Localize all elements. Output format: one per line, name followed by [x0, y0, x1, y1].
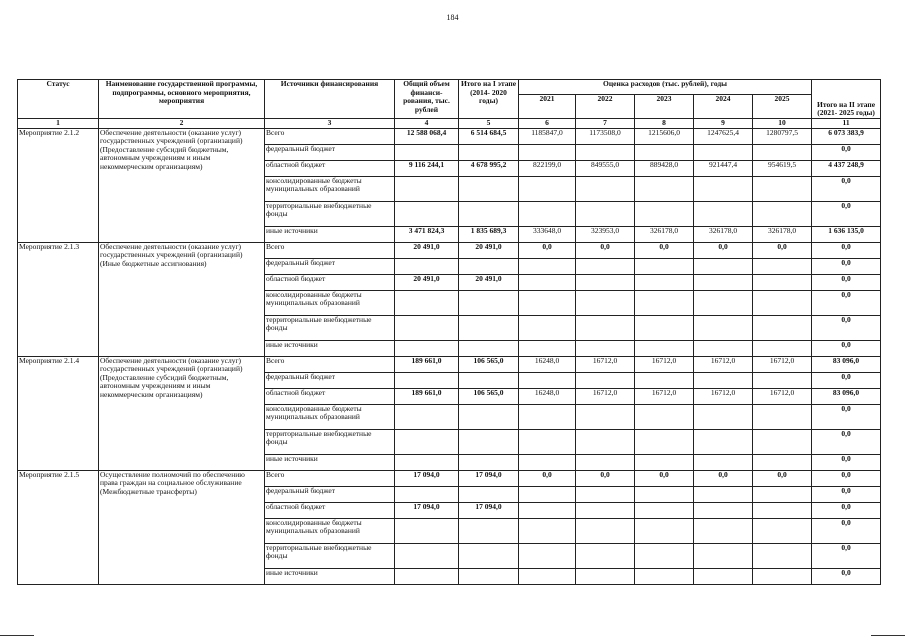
- value-cell-y2025: 16712,0: [753, 388, 812, 404]
- stage2-total-cell: 1 636 135,0: [812, 226, 881, 242]
- value-cell-y2022: [576, 568, 635, 584]
- table-header: [18, 80, 881, 129]
- value-cell-y2023: 0,0: [635, 470, 694, 486]
- value-cell-y2024: [694, 429, 753, 454]
- column-number: 1: [18, 119, 99, 129]
- column-number: 6: [519, 119, 576, 129]
- value-cell-y2023: [635, 518, 694, 543]
- value-cell-total: [395, 518, 459, 543]
- value-cell-y2025: 326178,0: [753, 226, 812, 242]
- value-cell-y2024: [694, 372, 753, 388]
- stage2-total-cell: 0,0: [812, 315, 881, 340]
- value-cell-y2023: [635, 290, 694, 315]
- value-cell-y2021: [519, 201, 576, 226]
- value-cell-y2021: [519, 454, 576, 470]
- value-cell-y2022: [576, 144, 635, 160]
- scan-corner-mark: [0, 635, 34, 636]
- value-cell-y2023: 889428,0: [635, 160, 694, 176]
- stage2-total-cell: 0,0: [812, 543, 881, 568]
- value-cell-stage1: [459, 404, 519, 429]
- header-year: 2021: [519, 95, 576, 119]
- value-cell-y2025: 1280797,5: [753, 128, 812, 144]
- funding-source: областной бюджет: [265, 388, 395, 404]
- funding-source: консолидированные бюджеты муниципальных образований: [265, 404, 395, 429]
- value-cell-y2022: [576, 543, 635, 568]
- funding-source: консолидированные бюджеты муниципальных образований: [265, 290, 395, 315]
- stage2-total-cell: 83 096,0: [812, 356, 881, 372]
- column-number: 4: [395, 119, 459, 129]
- stage2-total-cell: 0,0: [812, 518, 881, 543]
- value-cell-stage1: 106 565,0: [459, 356, 519, 372]
- value-cell-y2021: 16248,0: [519, 388, 576, 404]
- value-cell-y2024: [694, 518, 753, 543]
- value-cell-stage1: [459, 543, 519, 568]
- value-cell-stage1: [459, 486, 519, 502]
- value-cell-y2023: [635, 340, 694, 356]
- value-cell-y2025: [753, 404, 812, 429]
- value-cell-stage1: 20 491,0: [459, 242, 519, 258]
- value-cell-y2023: [635, 502, 694, 518]
- value-cell-total: [395, 568, 459, 584]
- value-cell-y2023: [635, 201, 694, 226]
- value-cell-total: 9 116 244,1: [395, 160, 459, 176]
- value-cell-stage1: [459, 372, 519, 388]
- value-cell-y2021: [519, 486, 576, 502]
- table-row: [18, 356, 881, 372]
- value-cell-stage1: [459, 568, 519, 584]
- funding-source: консолидированные бюджеты муниципальных образований: [265, 518, 395, 543]
- measure-name: Обеспечение деятельности (оказание услуг) государственных учреждений (организаций) (Предоставление субсидий бюджетным, автономным учреждениям и иным некоммерческим организациям): [99, 128, 265, 242]
- value-cell-y2025: [753, 144, 812, 160]
- stage2-total-cell: 0,0: [812, 176, 881, 201]
- measure-status: Мероприятие 2.1.5: [18, 470, 99, 584]
- value-cell-total: [395, 315, 459, 340]
- value-cell-total: [395, 176, 459, 201]
- stage2-total-cell: 0,0: [812, 502, 881, 518]
- value-cell-y2023: [635, 315, 694, 340]
- value-cell-stage1: 4 678 995,2: [459, 160, 519, 176]
- funding-source: Всего: [265, 470, 395, 486]
- value-cell-y2021: 16248,0: [519, 356, 576, 372]
- value-cell-y2021: [519, 502, 576, 518]
- value-cell-y2025: 0,0: [753, 242, 812, 258]
- value-cell-y2022: [576, 340, 635, 356]
- value-cell-y2023: 1215606,0: [635, 128, 694, 144]
- value-cell-stage1: 1 835 689,3: [459, 226, 519, 242]
- header-stage1: Итого на I этапе (2014- 2020 годы): [459, 80, 519, 119]
- header-year: 2024: [694, 95, 753, 119]
- value-cell-y2025: [753, 290, 812, 315]
- budget-table: [17, 79, 881, 585]
- value-cell-y2024: [694, 144, 753, 160]
- funding-source: Всего: [265, 356, 395, 372]
- value-cell-y2025: 16712,0: [753, 356, 812, 372]
- value-cell-total: [395, 340, 459, 356]
- stage2-total-cell: 0,0: [812, 470, 881, 486]
- stage2-total-cell: 0,0: [812, 274, 881, 290]
- value-cell-y2025: [753, 201, 812, 226]
- value-cell-total: [395, 144, 459, 160]
- funding-source: иные источники: [265, 226, 395, 242]
- stage2-total-cell: 0,0: [812, 486, 881, 502]
- stage2-total-cell: 4 437 248,9: [812, 160, 881, 176]
- value-cell-y2024: [694, 176, 753, 201]
- column-number: 5: [459, 119, 519, 129]
- value-cell-total: 20 491,0: [395, 242, 459, 258]
- funding-source: федеральный бюджет: [265, 144, 395, 160]
- value-cell-stage1: [459, 144, 519, 160]
- value-cell-total: [395, 258, 459, 274]
- column-number: 2: [99, 119, 265, 129]
- column-number: 11: [812, 119, 881, 129]
- value-cell-y2024: 16712,0: [694, 388, 753, 404]
- value-cell-total: [395, 201, 459, 226]
- funding-source: областной бюджет: [265, 502, 395, 518]
- value-cell-total: 12 588 068,4: [395, 128, 459, 144]
- value-cell-y2022: [576, 518, 635, 543]
- value-cell-y2022: 323953,0: [576, 226, 635, 242]
- value-cell-stage1: [459, 176, 519, 201]
- value-cell-y2022: [576, 404, 635, 429]
- column-number: 8: [635, 119, 694, 129]
- value-cell-y2021: [519, 429, 576, 454]
- value-cell-y2021: [519, 568, 576, 584]
- value-cell-y2024: 326178,0: [694, 226, 753, 242]
- header-estimate: Оценка расходов (тыс. рублей), годы: [519, 80, 812, 95]
- value-cell-y2025: [753, 274, 812, 290]
- value-cell-total: 20 491,0: [395, 274, 459, 290]
- funding-source: Всего: [265, 128, 395, 144]
- value-cell-y2025: [753, 340, 812, 356]
- funding-source: федеральный бюджет: [265, 372, 395, 388]
- value-cell-y2022: [576, 486, 635, 502]
- stage2-total-cell: 0,0: [812, 340, 881, 356]
- value-cell-y2025: [753, 372, 812, 388]
- value-cell-y2022: [576, 290, 635, 315]
- value-cell-y2022: [576, 201, 635, 226]
- column-number: 7: [576, 119, 635, 129]
- stage2-total-cell: 0,0: [812, 454, 881, 470]
- stage2-total-cell: 0,0: [812, 290, 881, 315]
- value-cell-y2023: [635, 274, 694, 290]
- funding-source: федеральный бюджет: [265, 258, 395, 274]
- stage2-total-cell: 0,0: [812, 201, 881, 226]
- value-cell-total: [395, 404, 459, 429]
- stage2-total-cell: 0,0: [812, 372, 881, 388]
- measure-name: Осуществление полномочий по обеспечению права граждан на социальное обслуживание (Межбюджетные трансферты): [99, 470, 265, 584]
- value-cell-y2021: [519, 518, 576, 543]
- value-cell-y2024: [694, 543, 753, 568]
- value-cell-total: [395, 543, 459, 568]
- funding-source: консолидированные бюджеты муниципальных образований: [265, 176, 395, 201]
- column-number: 9: [694, 119, 753, 129]
- value-cell-y2021: [519, 340, 576, 356]
- value-cell-stage1: [459, 429, 519, 454]
- value-cell-total: 189 661,0: [395, 356, 459, 372]
- measure-name: Обеспечение деятельности (оказание услуг) государственных учреждений (организаций) (Иные бюджетные ассигнования): [99, 242, 265, 356]
- value-cell-y2021: 333648,0: [519, 226, 576, 242]
- value-cell-y2022: 16712,0: [576, 356, 635, 372]
- value-cell-y2024: [694, 315, 753, 340]
- value-cell-y2024: 16712,0: [694, 356, 753, 372]
- stage2-total-cell: 6 073 383,9: [812, 128, 881, 144]
- value-cell-y2021: 1185847,0: [519, 128, 576, 144]
- value-cell-y2022: [576, 315, 635, 340]
- header-total: Общий объем финанси- рования, тыс. рублей: [395, 80, 459, 119]
- stage2-total-cell: 0,0: [812, 242, 881, 258]
- value-cell-y2023: [635, 543, 694, 568]
- value-cell-stage1: 6 514 684,5: [459, 128, 519, 144]
- page-number: 184: [446, 13, 459, 22]
- value-cell-y2021: 0,0: [519, 470, 576, 486]
- value-cell-y2023: [635, 144, 694, 160]
- stage2-total-cell: 0,0: [812, 429, 881, 454]
- scan-corner-mark: [871, 635, 905, 636]
- value-cell-y2022: 16712,0: [576, 388, 635, 404]
- value-cell-y2021: [519, 290, 576, 315]
- measure-status: Мероприятие 2.1.2: [18, 128, 99, 242]
- value-cell-y2024: [694, 274, 753, 290]
- value-cell-total: 189 661,0: [395, 388, 459, 404]
- value-cell-y2024: [694, 201, 753, 226]
- value-cell-y2021: 822199,0: [519, 160, 576, 176]
- value-cell-y2025: [753, 429, 812, 454]
- value-cell-y2021: 0,0: [519, 242, 576, 258]
- header-year: 2025: [753, 95, 812, 119]
- value-cell-y2024: [694, 502, 753, 518]
- value-cell-y2021: [519, 176, 576, 201]
- value-cell-y2022: 1173508,0: [576, 128, 635, 144]
- value-cell-y2023: 326178,0: [635, 226, 694, 242]
- column-number-row: [18, 119, 881, 129]
- value-cell-total: 3 471 824,3: [395, 226, 459, 242]
- value-cell-y2023: 0,0: [635, 242, 694, 258]
- header-stage2: Итого на II этапе (2021- 2025 годы): [812, 80, 881, 119]
- value-cell-y2025: [753, 518, 812, 543]
- value-cell-y2021: [519, 315, 576, 340]
- value-cell-y2024: [694, 340, 753, 356]
- value-cell-y2022: 0,0: [576, 470, 635, 486]
- table-row: [18, 242, 881, 258]
- value-cell-y2023: [635, 486, 694, 502]
- value-cell-y2024: 0,0: [694, 470, 753, 486]
- measure-status: Мероприятие 2.1.3: [18, 242, 99, 356]
- value-cell-y2025: [753, 176, 812, 201]
- funding-source: территориальные внебюджетные фонды: [265, 429, 395, 454]
- header-status: Статус: [18, 80, 99, 119]
- header-name: Наименование государственной программы, подпрограммы, основного мероприятия, мероприятия: [99, 80, 265, 119]
- value-cell-y2023: [635, 404, 694, 429]
- value-cell-y2025: [753, 258, 812, 274]
- stage2-total-cell: 0,0: [812, 258, 881, 274]
- value-cell-y2025: [753, 543, 812, 568]
- table-row: [18, 128, 881, 144]
- value-cell-y2021: [519, 258, 576, 274]
- value-cell-stage1: 17 094,0: [459, 470, 519, 486]
- value-cell-y2022: [576, 176, 635, 201]
- funding-source: территориальные внебюджетные фонды: [265, 201, 395, 226]
- value-cell-y2021: [519, 144, 576, 160]
- value-cell-y2024: [694, 290, 753, 315]
- value-cell-y2022: [576, 429, 635, 454]
- funding-source: Всего: [265, 242, 395, 258]
- header-source: Источники финансирования: [265, 80, 395, 119]
- value-cell-y2024: [694, 258, 753, 274]
- header-year: 2023: [635, 95, 694, 119]
- value-cell-y2025: 0,0: [753, 470, 812, 486]
- funding-source: областной бюджет: [265, 274, 395, 290]
- value-cell-y2022: [576, 454, 635, 470]
- stage2-total-cell: 0,0: [812, 404, 881, 429]
- value-cell-y2024: 1247625,4: [694, 128, 753, 144]
- value-cell-stage1: [459, 454, 519, 470]
- value-cell-y2024: [694, 404, 753, 429]
- measure-status: Мероприятие 2.1.4: [18, 356, 99, 470]
- value-cell-y2025: [753, 568, 812, 584]
- value-cell-y2024: [694, 568, 753, 584]
- value-cell-y2022: 849555,0: [576, 160, 635, 176]
- value-cell-y2023: 16712,0: [635, 356, 694, 372]
- funding-source: федеральный бюджет: [265, 486, 395, 502]
- value-cell-y2023: [635, 176, 694, 201]
- value-cell-total: 17 094,0: [395, 502, 459, 518]
- value-cell-stage1: [459, 315, 519, 340]
- value-cell-stage1: 106 565,0: [459, 388, 519, 404]
- value-cell-y2021: [519, 372, 576, 388]
- value-cell-y2024: [694, 486, 753, 502]
- value-cell-total: [395, 486, 459, 502]
- funding-source: иные источники: [265, 568, 395, 584]
- value-cell-y2025: [753, 486, 812, 502]
- value-cell-y2023: [635, 429, 694, 454]
- value-cell-y2025: [753, 502, 812, 518]
- table-row: [18, 470, 881, 486]
- value-cell-stage1: [459, 340, 519, 356]
- value-cell-y2023: [635, 454, 694, 470]
- value-cell-y2023: 16712,0: [635, 388, 694, 404]
- value-cell-total: 17 094,0: [395, 470, 459, 486]
- value-cell-stage1: 20 491,0: [459, 274, 519, 290]
- header-year: 2022: [576, 95, 635, 119]
- funding-source: иные источники: [265, 454, 395, 470]
- column-number: 3: [265, 119, 395, 129]
- value-cell-y2025: [753, 315, 812, 340]
- value-cell-y2021: [519, 543, 576, 568]
- funding-source: территориальные внебюджетные фонды: [265, 315, 395, 340]
- value-cell-stage1: 17 094,0: [459, 502, 519, 518]
- value-cell-total: [395, 372, 459, 388]
- stage2-total-cell: 0,0: [812, 568, 881, 584]
- value-cell-stage1: [459, 518, 519, 543]
- value-cell-y2025: 954619,5: [753, 160, 812, 176]
- value-cell-y2025: [753, 454, 812, 470]
- value-cell-y2023: [635, 258, 694, 274]
- funding-source: областной бюджет: [265, 160, 395, 176]
- stage2-total-cell: 0,0: [812, 144, 881, 160]
- value-cell-y2024: [694, 454, 753, 470]
- value-cell-y2022: [576, 372, 635, 388]
- value-cell-y2021: [519, 404, 576, 429]
- value-cell-stage1: [459, 258, 519, 274]
- table-body: [18, 128, 881, 584]
- value-cell-y2022: 0,0: [576, 242, 635, 258]
- funding-source: иные источники: [265, 340, 395, 356]
- value-cell-total: [395, 290, 459, 315]
- value-cell-y2021: [519, 274, 576, 290]
- column-number: 10: [753, 119, 812, 129]
- value-cell-y2024: 0,0: [694, 242, 753, 258]
- stage2-total-cell: 83 096,0: [812, 388, 881, 404]
- value-cell-total: [395, 454, 459, 470]
- value-cell-y2022: [576, 502, 635, 518]
- measure-name: Обеспечение деятельности (оказание услуг) государственных учреждений (организаций) (Предоставление субсидий бюджетным, автономным учреждениям и иным некоммерческим организациям): [99, 356, 265, 470]
- value-cell-y2024: 921447,4: [694, 160, 753, 176]
- value-cell-y2023: [635, 372, 694, 388]
- value-cell-y2022: [576, 258, 635, 274]
- value-cell-stage1: [459, 201, 519, 226]
- funding-source: территориальные внебюджетные фонды: [265, 543, 395, 568]
- value-cell-total: [395, 429, 459, 454]
- value-cell-stage1: [459, 290, 519, 315]
- value-cell-y2023: [635, 568, 694, 584]
- value-cell-y2022: [576, 274, 635, 290]
